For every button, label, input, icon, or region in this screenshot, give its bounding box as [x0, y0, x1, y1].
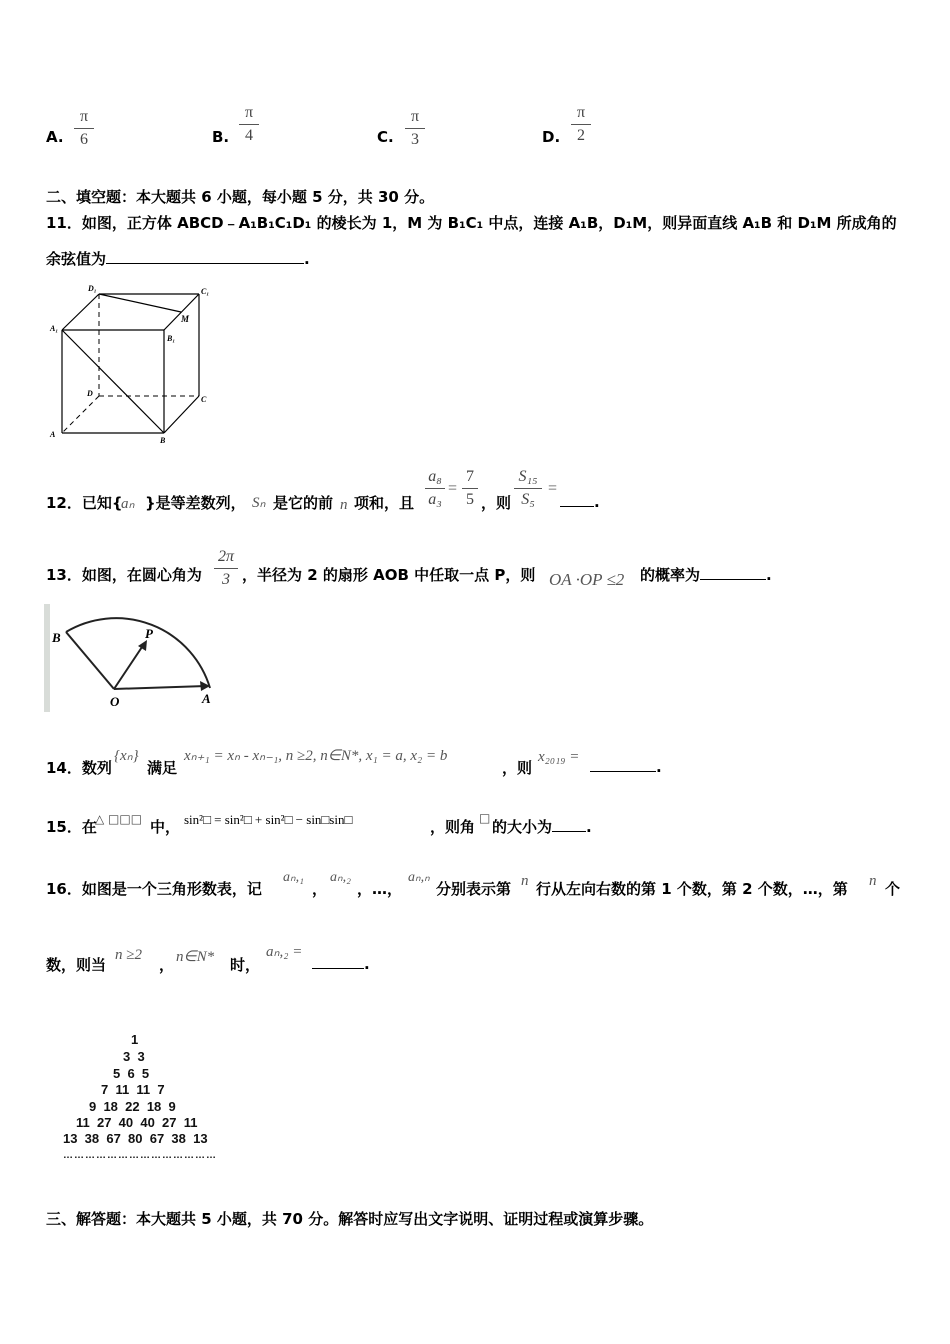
q16-cond1: n ≥2 — [115, 947, 142, 963]
q12-s-n: Sₙ — [252, 495, 266, 511]
q12-fraction-s15-s5: S₁₅ S₅ — [514, 468, 542, 509]
q11-cube-figure — [44, 278, 224, 448]
q12-answer-blank[interactable] — [560, 492, 594, 507]
q16-n1: n — [521, 873, 529, 889]
sector-label-o: O — [110, 694, 120, 709]
q16-cond2: n∈N* — [176, 949, 215, 965]
q15-triangle: △ □□□ — [95, 812, 143, 826]
q14-prefix: 14．数列 — [46, 759, 112, 777]
q12-mid3: 项和，且 — [354, 494, 415, 512]
q12-prefix: 12．已知{ — [46, 494, 123, 512]
q16-a-n1: aₙ,₁ — [283, 870, 304, 885]
q16-line1-suffix: 行从左向右数的第 1 个数，第 2 个数，…，第 — [536, 880, 848, 898]
cube-label-d1: D₁ — [88, 284, 97, 293]
option-a-label: A. — [46, 128, 64, 146]
q12-fraction-7-5: 7 5 — [462, 468, 478, 509]
q13-suffix: 的概率为 . — [640, 566, 772, 584]
q16-n2: n — [869, 873, 877, 889]
q13-fraction-2pi-3: 2π 3 — [214, 548, 238, 589]
q14-answer: . — [590, 757, 662, 776]
triangle-row-6: 11 27 40 40 27 11 — [76, 1115, 198, 1130]
q13-mid: ，半径为 2 的扇形 AOB 中任取一点 P，则 — [242, 566, 536, 584]
q12-a-n: aₙ — [121, 496, 135, 512]
q15-mid2: ，则角 — [430, 818, 476, 836]
triangle-dots: …………………………………… — [63, 1150, 217, 1161]
sector-label-b: B — [52, 630, 61, 645]
q14-answer-blank[interactable] — [590, 757, 656, 772]
option-d-label: D. — [542, 128, 561, 146]
q15-mid: 中， — [150, 818, 181, 836]
q14-formula: xₙ₊₁ = xₙ - xₙ₋₁, n ≥2, n∈N*, x₁ = a, x₂ = b — [184, 748, 448, 764]
section-3-heading: 三、解答题：本大题共 5 小题，共 70 分。解答时应写出文字说明、证明过程或演算步骤。 — [46, 1210, 654, 1228]
q16-a-nn: aₙ,ₙ — [408, 870, 430, 885]
q16-sep1: ， — [312, 880, 328, 898]
q16-line2-prefix: 数，则当 — [46, 956, 107, 974]
option-d-fraction: π 2 — [571, 104, 591, 145]
section-2-heading: 二、填空题：本大题共 6 小题，每小题 5 分，共 30 分。 — [46, 188, 435, 206]
triangle-row-2: 3 3 — [123, 1049, 145, 1064]
q16-line1-end: 个 — [885, 880, 901, 898]
q13-prefix: 13．如图，在圆心角为 — [46, 566, 202, 584]
q11-answer-blank[interactable] — [106, 249, 304, 264]
cube-label-c: C — [201, 395, 207, 404]
q14-mid2: ，则 — [502, 759, 533, 777]
q11-text-line1: 11．如图，正方体 ABCD﹣A₁B₁C₁D₁ 的棱长为 1，M 为 B₁C₁ 中点，连接 A₁B，D₁M，则异面直线 A₁B 和 D₁M 所成角的 — [46, 214, 897, 232]
q12-mid2: 是它的前 — [273, 494, 334, 512]
option-b-label: B. — [212, 128, 230, 146]
q12-fraction-a8-a3: a₈ a₃ — [425, 468, 445, 509]
q12-n: n — [340, 497, 348, 513]
cube-label-a: A — [50, 430, 56, 439]
q14-target: x₂₀₁₉ = — [538, 749, 580, 765]
q12-equals: = — [448, 480, 458, 497]
q15-angle-box: □ — [479, 811, 491, 825]
q13-inequality: OA ·OP ≤2 — [549, 570, 625, 589]
sector-label-p: P — [145, 626, 153, 641]
q12-mid1: }是等差数列， — [145, 494, 246, 512]
option-c-label: C. — [377, 128, 394, 146]
q16-line1-mid: 分别表示第 — [436, 880, 512, 898]
q14-sequence: {xₙ} — [114, 748, 139, 764]
q16-line1-prefix: 16．如图是一个三角形数表，记 — [46, 880, 262, 898]
q13-sector-figure — [44, 604, 219, 712]
triangle-row-7: 13 38 67 80 67 38 13 — [63, 1131, 208, 1146]
triangle-row-3: 5 6 5 — [113, 1066, 150, 1081]
q15-formula: sin²□ = sin²□ + sin²□ − sin□sin□ — [184, 812, 353, 827]
cube-label-b1: B₁ — [167, 334, 176, 343]
q11-text-line2: 余弦值为 . — [46, 250, 310, 268]
q15-answer-blank[interactable] — [552, 817, 586, 832]
q16-a-n2: aₙ,₂ — [330, 870, 351, 885]
option-a-fraction: π 6 — [74, 108, 94, 149]
cube-label-c1: C₁ — [201, 287, 210, 296]
q16-answer: . — [312, 954, 370, 973]
triangle-row-4: 7 11 11 7 — [101, 1082, 165, 1097]
q16-target: aₙ,₂ = — [266, 944, 303, 960]
q12-equals-2: = — [548, 480, 558, 497]
q16-sep3: ， — [159, 956, 175, 974]
cube-label-m: M — [181, 314, 190, 324]
q12-mid4: ，则 — [481, 494, 512, 512]
q15-prefix: 15．在 — [46, 818, 97, 836]
q16-line2-mid: 时， — [230, 956, 261, 974]
q16-sep2: ，…， — [357, 880, 403, 898]
triangle-row-5: 9 18 22 18 9 — [89, 1099, 176, 1114]
q13-answer-blank[interactable] — [700, 565, 766, 580]
sector-label-a: A — [202, 691, 211, 706]
cube-label-b: B — [160, 436, 166, 445]
q15-suffix: 的大小为 . — [492, 818, 592, 836]
cube-label-a1: A₁ — [50, 324, 59, 333]
q16-answer-blank[interactable] — [312, 954, 364, 969]
q14-mid: 满足 — [147, 759, 178, 777]
triangle-row-1: 1 — [131, 1032, 139, 1047]
q12-answer: . — [560, 492, 600, 511]
cube-label-d: D — [87, 389, 93, 398]
option-c-fraction: π 3 — [405, 108, 425, 149]
option-b-fraction: π 4 — [239, 104, 259, 145]
